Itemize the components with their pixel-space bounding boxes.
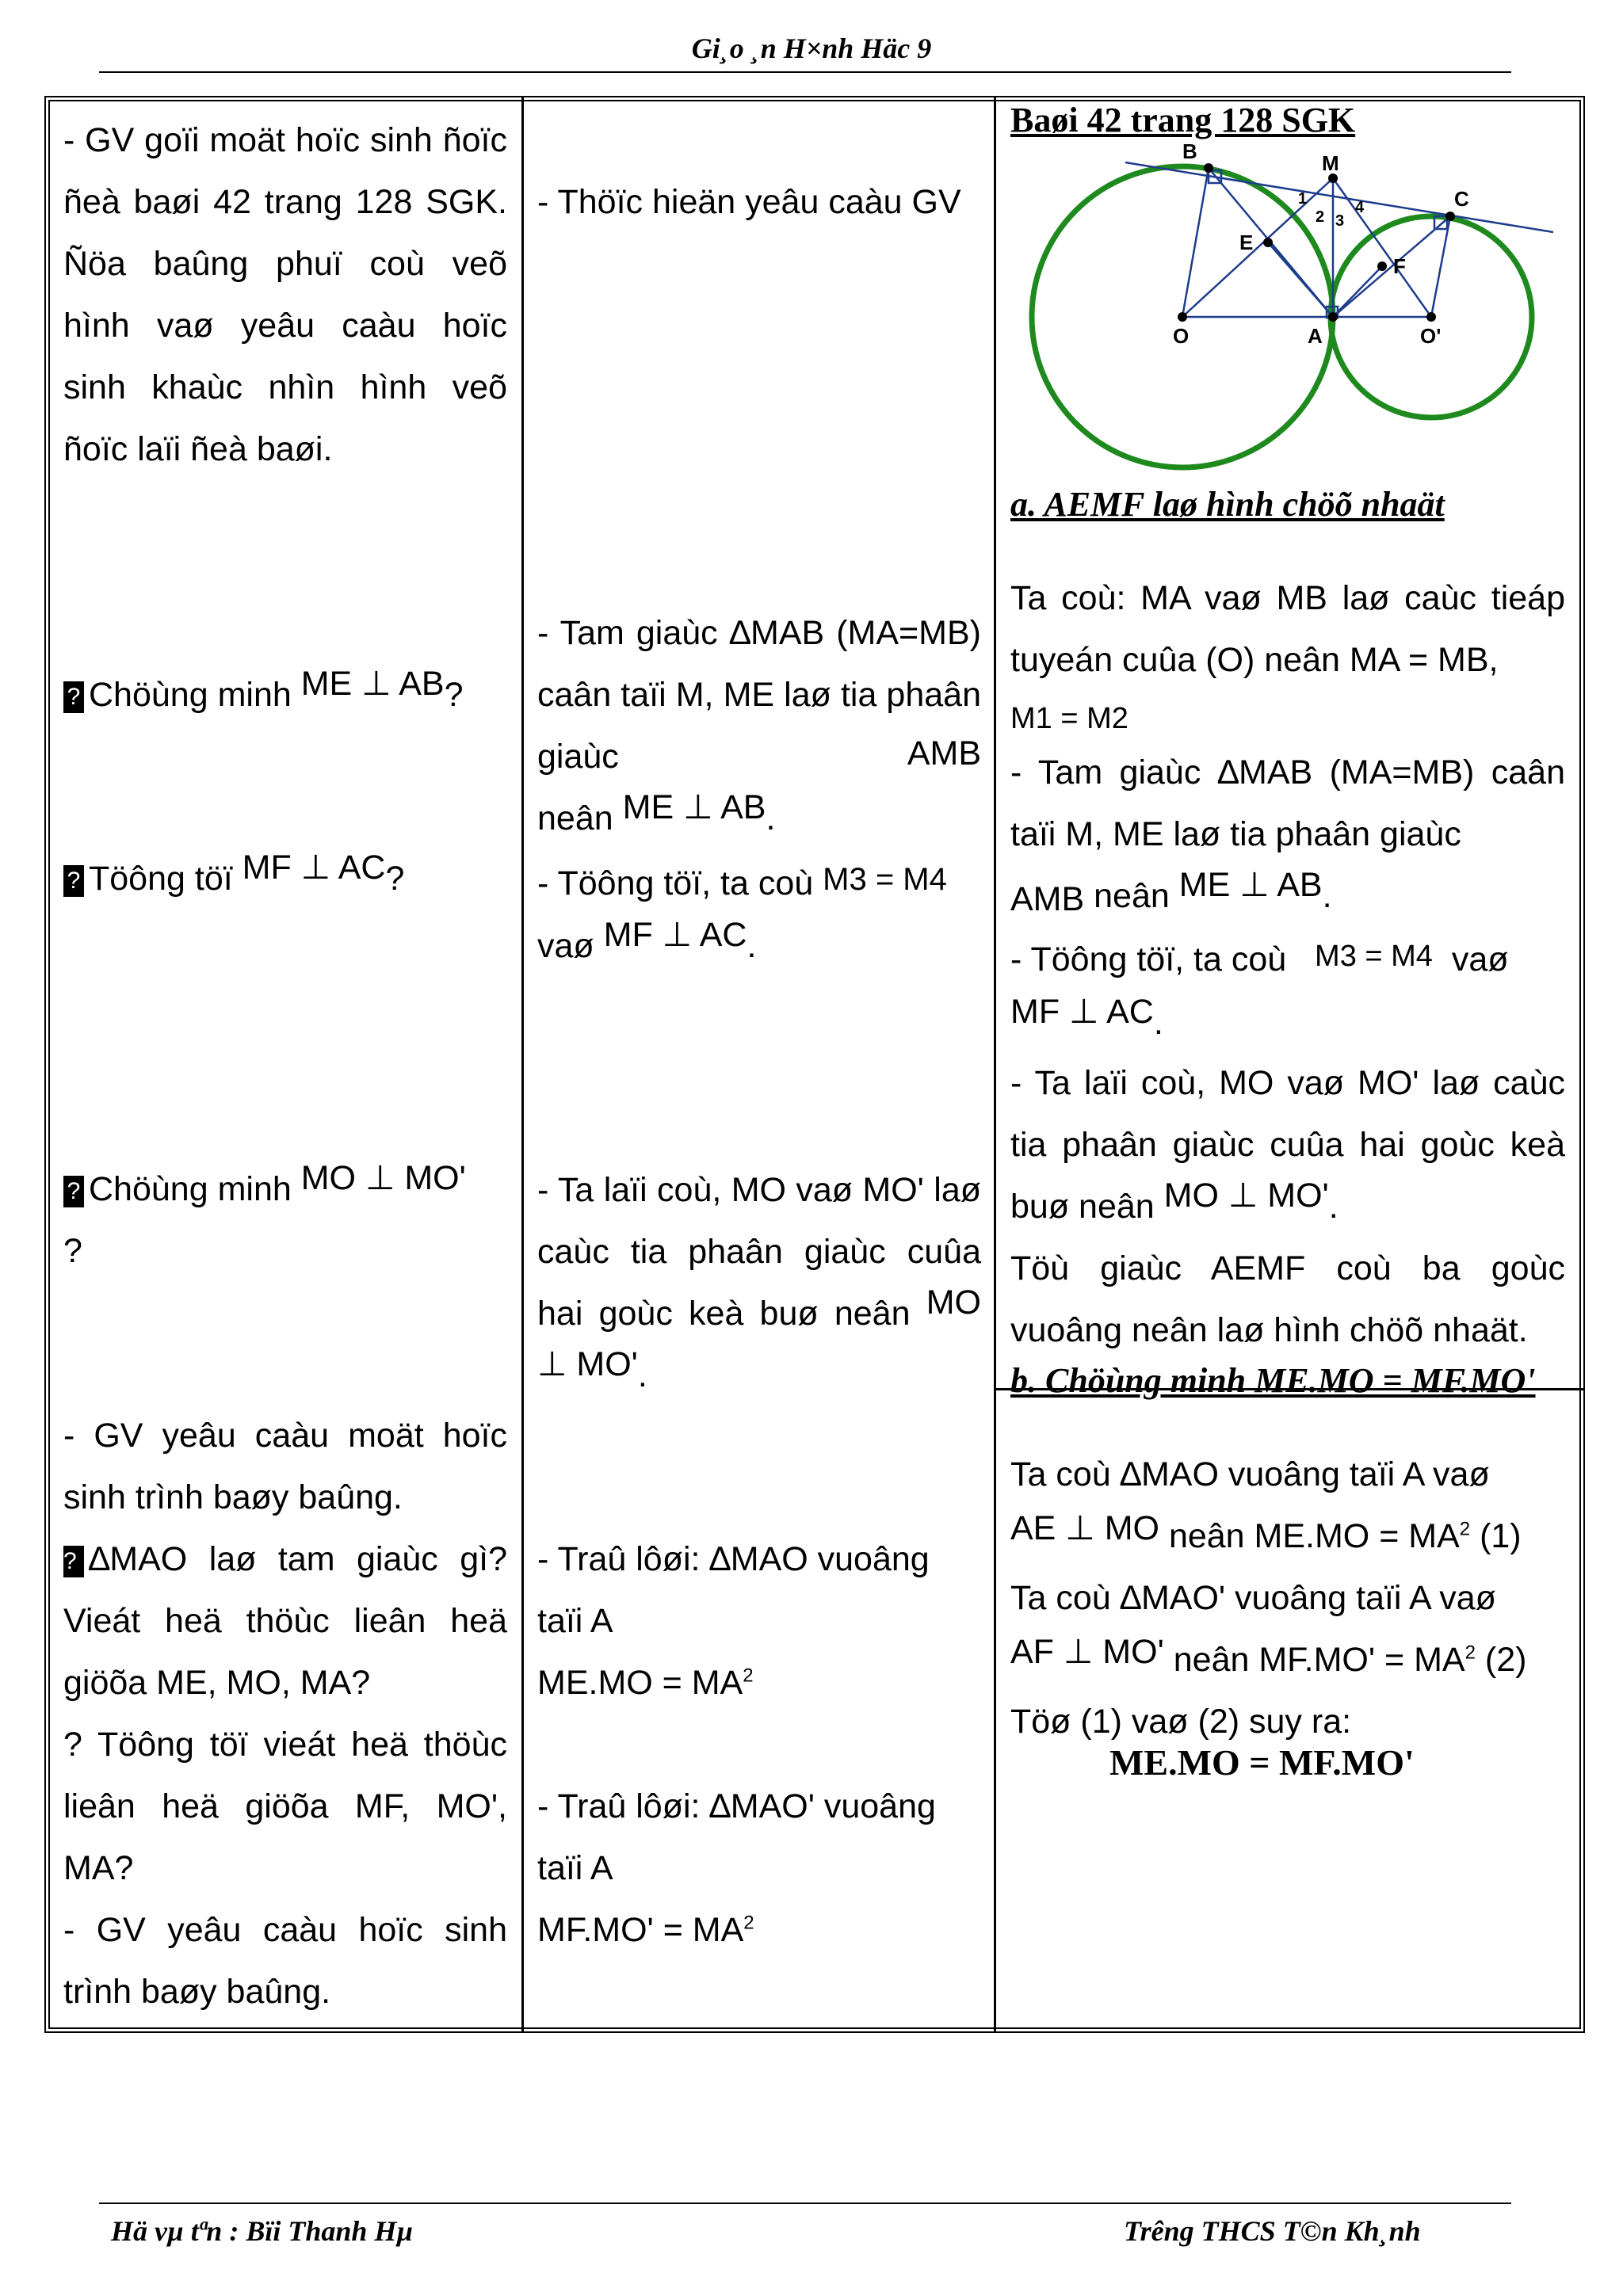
footer-rule bbox=[99, 2203, 1511, 2204]
col3-part-a-1: Ta coù: MA vaø MB laø caùc tieáp tuyeán cuûa (O) neân MA = MB, M1 = M2 bbox=[1010, 579, 1565, 735]
question-mark-icon: ? bbox=[63, 865, 84, 897]
col1-board-request: - GV yeâu caàu moät hoïc sinh trình baøy baûng. bbox=[63, 1417, 507, 1516]
label-m: M bbox=[1322, 151, 1339, 175]
question-mark-icon: ? bbox=[63, 1546, 84, 1577]
col2-response-2: - Tam giaùc ∆MAB (MA=MB) caân taïi M, ME laø tia phaân giaùc AMB neân ME ⊥ AB. bbox=[537, 614, 981, 837]
col3-part-b-1: Ta coù ∆MAO vuoâng taïi A vaø AE ⊥ MO neân $ME.MO = MA^2$ (1) bbox=[1010, 1455, 1522, 1555]
label-b: B bbox=[1182, 139, 1197, 163]
label-angle-4: 4 bbox=[1355, 199, 1365, 216]
geometry-figure bbox=[1006, 131, 1577, 479]
col1-question-1: ? Chöùng minh ME ⊥ AB? bbox=[63, 664, 507, 726]
col1-intro: - GV goïi moät hoïc sinh ñoïc ñeà baøi 42 trang 128 SGK. Ñöa baûng phuï coù veõ hình vaø yeâu caàu hoïc sinh khaùc nhìn hình veõ ñoïc laïi ñeà baøi. bbox=[63, 121, 507, 468]
label-c: C bbox=[1454, 187, 1469, 211]
col3-title: Baøi 42 trang 128 SGK bbox=[1010, 101, 1356, 139]
column-divider-2 bbox=[994, 96, 996, 2033]
col2-response-6: - Traû lôøi: ∆MAO' vuoâng taïi A $MF.MO' = MA^2$ bbox=[537, 1787, 936, 1949]
col3-part-b-3: Töø (1) vaø (2) suy ra: bbox=[1010, 1703, 1352, 1741]
label-a: A bbox=[1308, 324, 1323, 348]
col3-part-a-5: Töù giaùc AEMF coù ba goùc vuoâng neân laø hình chöõ nhaät. bbox=[1010, 1249, 1565, 1349]
label-angle-1: 1 bbox=[1298, 190, 1308, 208]
page-header: Gi¸o ¸n H×nh Häc 9 bbox=[691, 32, 932, 64]
col2-response-1: - Thöïc hieän yeâu caàu GV bbox=[537, 183, 961, 221]
label-f: F bbox=[1393, 254, 1406, 278]
col3-part-a-4: - Ta laïi coù, MO vaø MO' laø caùc tia phaân giaùc cuûa hai goùc keà buø neân MO ⊥ MO'. bbox=[1010, 1064, 1565, 1226]
header-rule bbox=[99, 71, 1511, 73]
col3-part-b-heading: b. Chöùng minh ME.MO = MF.MO' bbox=[1010, 1361, 1536, 1400]
label-angle-2: 2 bbox=[1316, 208, 1325, 226]
col2-response-4: - Ta laïi coù, MO vaø MO' laø caùc tia phaân giaùc cuûa hai goùc keà buø neân MO ⊥ MO'. bbox=[537, 1171, 981, 1394]
col3-part-a-3: - Töông töï, ta coù M3 = M4 vaø MF ⊥ AC. bbox=[1010, 940, 1509, 1042]
label-o: O bbox=[1173, 324, 1190, 348]
footer-author: Hä vµ tªn : Bïi Thanh Hµ bbox=[111, 2215, 414, 2247]
col2-response-5: - Traû lôøi: ∆MAO vuoâng taïi A $ME.MO = MA^2$ bbox=[537, 1540, 930, 1702]
construction-lines bbox=[1125, 162, 1553, 318]
label-o-prime: O' bbox=[1420, 324, 1442, 348]
col1-question-4: ? ∆MAO laø tam giaùc gì? Vieát heä thöùc lieân heä giöõa ME, MO, MA? bbox=[63, 1540, 507, 1702]
question-mark-icon: ? bbox=[63, 1176, 84, 1207]
col3-part-b-2: Ta coù ∆MAO' vuoâng taïi A vaø AF ⊥ MO' neân $MF.MO' = MA^2$ (2) bbox=[1010, 1579, 1527, 1679]
col3-part-a-2: - Tam giaùc ∆MAB (MA=MB) caân taïi M, ME laø tia phaân giaùc AMB neân ME ⊥ AB. bbox=[1010, 753, 1565, 918]
col2-response-3: - Töông töï, ta coù M3 = M4 vaø MF ⊥ AC. bbox=[537, 862, 947, 965]
column-divider-1 bbox=[521, 96, 524, 2033]
label-angle-3: 3 bbox=[1335, 212, 1345, 230]
question-mark-icon: ? bbox=[63, 681, 84, 713]
col1-board-request-2: - GV yeâu caàu hoïc sinh trình baøy baûng. bbox=[63, 1911, 507, 2011]
col3-part-a-heading: a. AEMF laø hình chöõ nhaät bbox=[1010, 485, 1445, 524]
label-e: E bbox=[1239, 231, 1254, 254]
col3-conclusion: ME.MO = MF.MO' bbox=[1109, 1742, 1415, 1783]
col1-question-5: ? Töông töï vieát heä thöùc lieân heä giöõa MF, MO', MA? bbox=[63, 1726, 507, 1887]
col1-question-3: ? Chöùng minh MO ⊥ MO' ? bbox=[63, 1159, 466, 1270]
col1-question-2: ? Töông töï MF ⊥ AC? bbox=[63, 848, 507, 910]
footer-school: Trêng THCS T©n Kh¸nh bbox=[1124, 2215, 1421, 2247]
